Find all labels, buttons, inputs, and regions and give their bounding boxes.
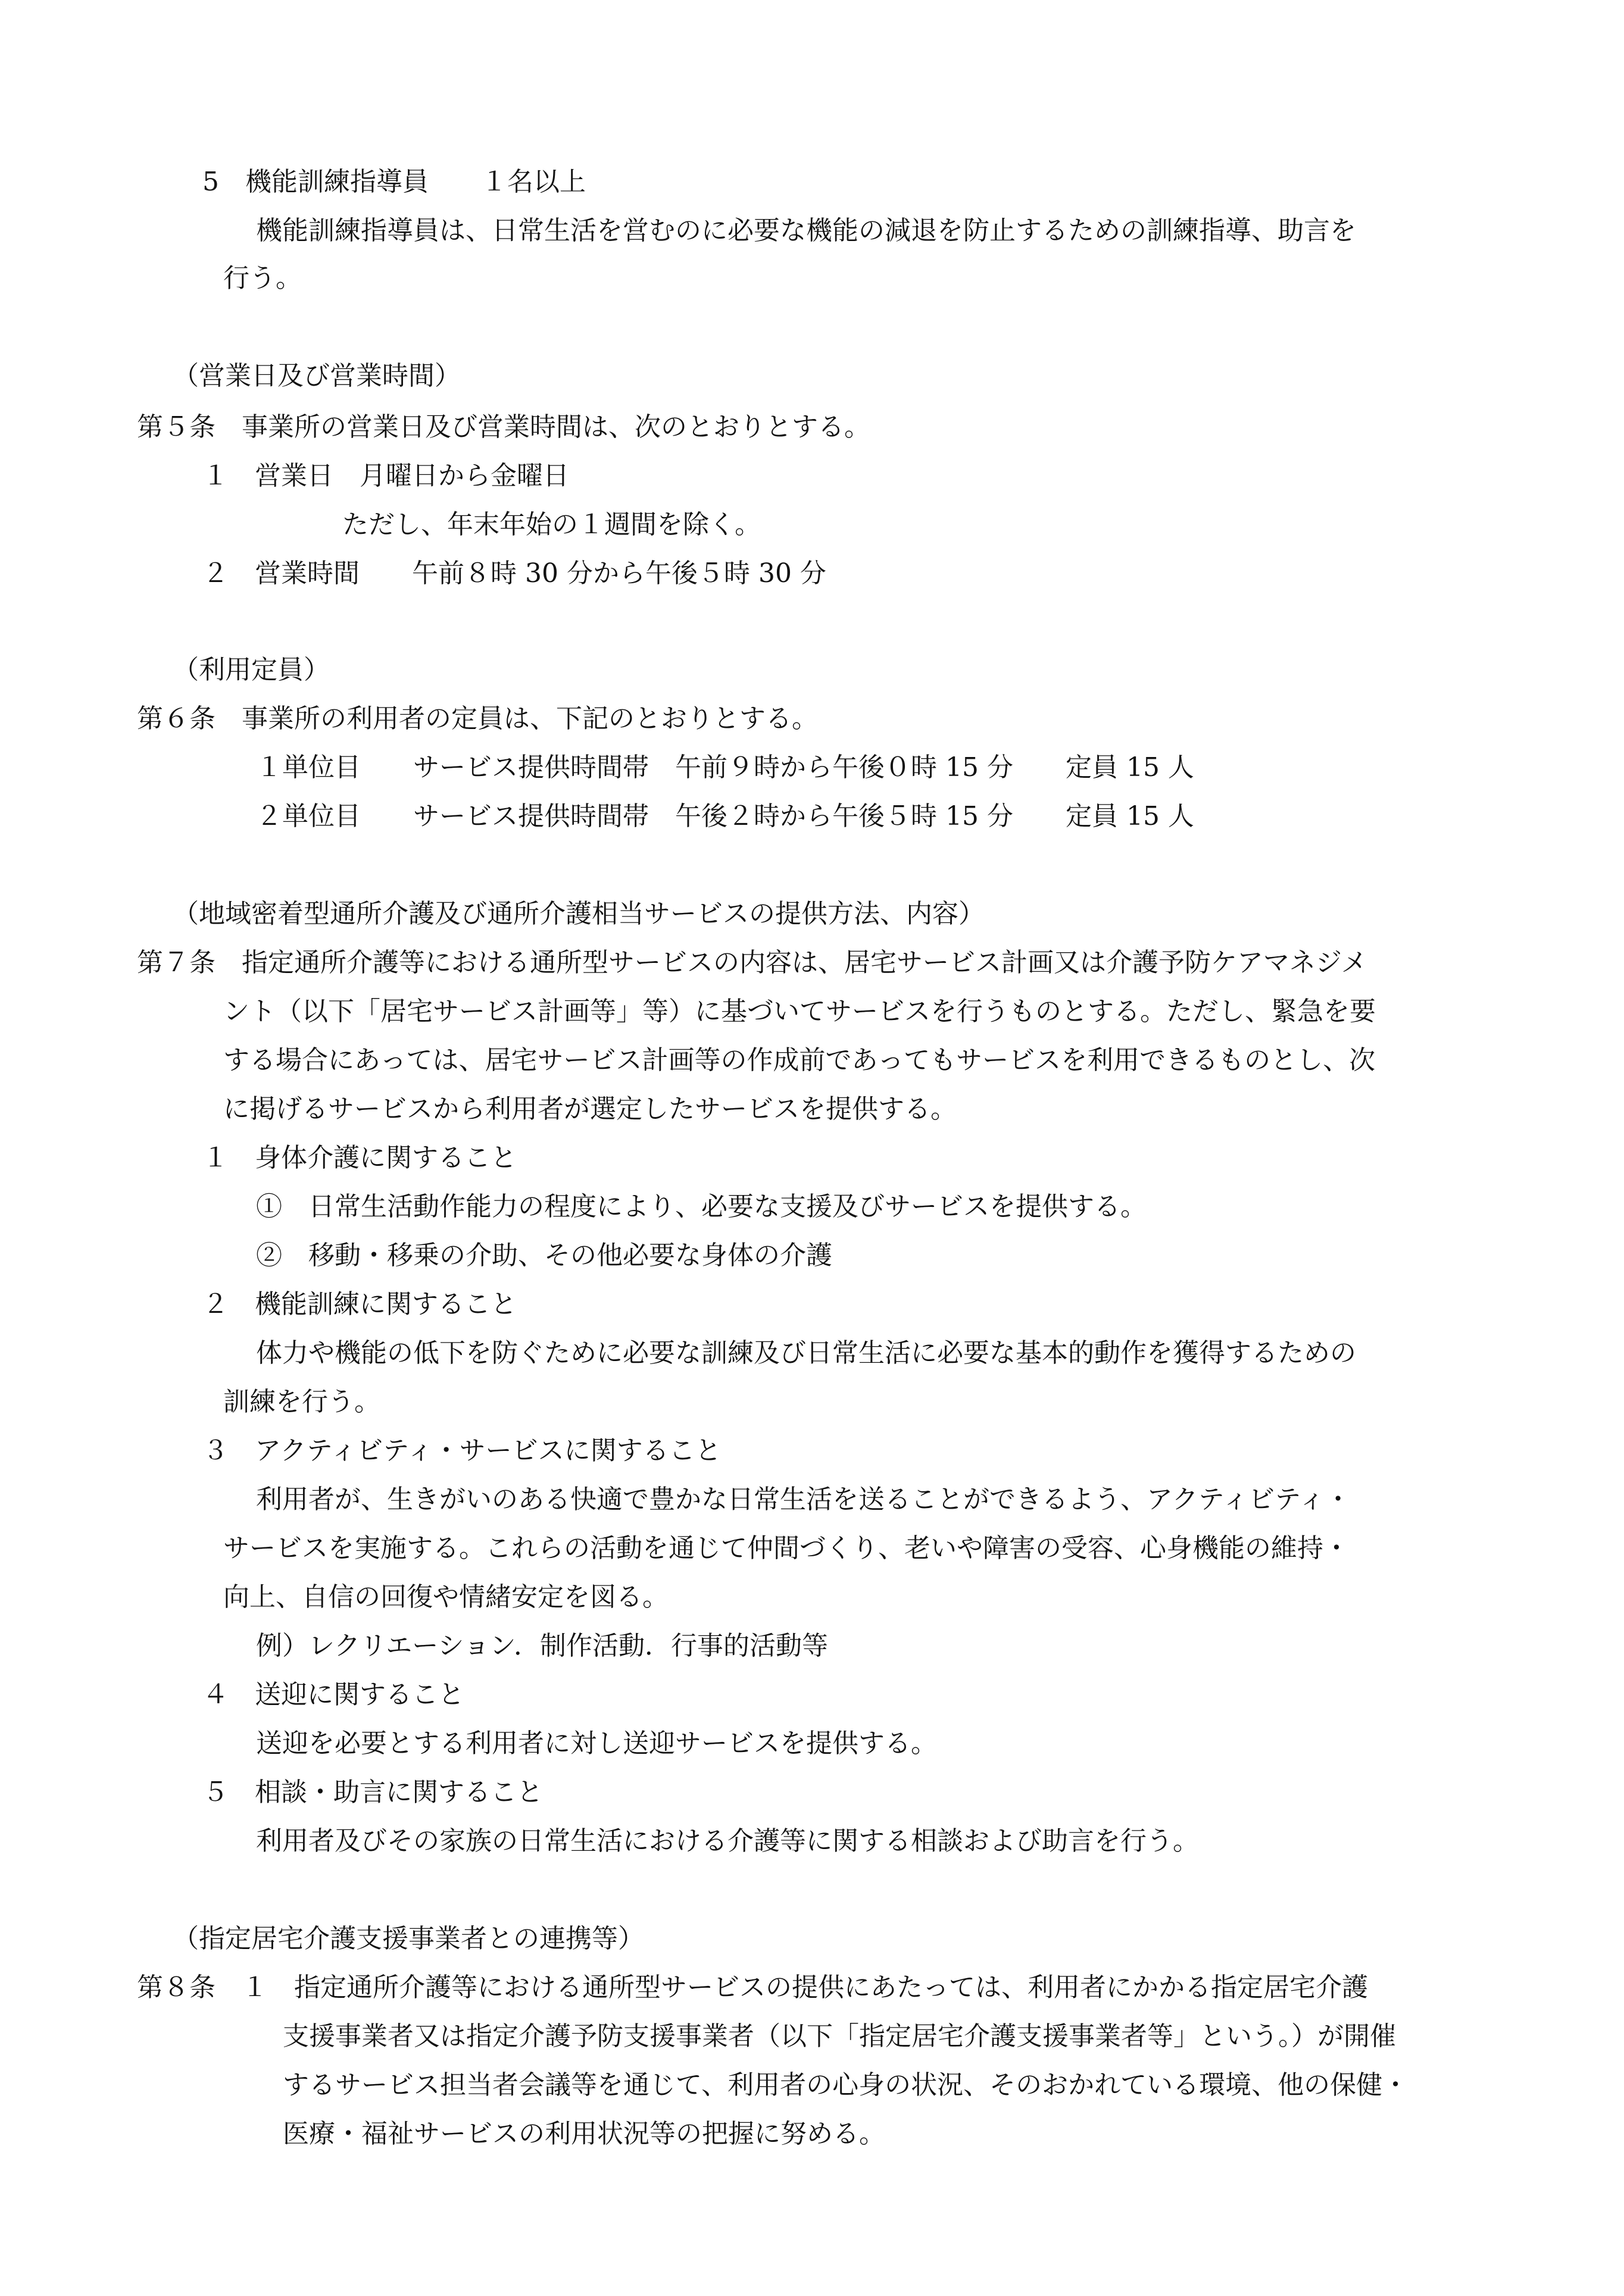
article-7-item-5-line-1: 利用者及びその家族の日常生活における介護等に関する相談および助言を行う。	[256, 1826, 1199, 1856]
article-5-item-1-note: ただし、年末年始の１週間を除く。	[342, 509, 761, 540]
article-7-item-4-line-1: 送迎を必要とする利用者に対し送迎サービスを提供する。	[256, 1728, 937, 1759]
article-7-item-3-line-1: 利用者が、生きがいのある快適で豊かな日常生活を送ることができるよう、アクティビティ・	[256, 1484, 1351, 1515]
article-5-item-2: ２ 営業時間 午前８時 30 分から午後５時 30 分	[202, 558, 826, 589]
article-8-heading: （指定居宅介護支援事業者との連携等）	[173, 1923, 644, 1954]
staff-role-title: 5 機能訓練指導員 １名以上	[202, 167, 586, 197]
article-7-text-line-1: 第７条 指定通所介護等における通所型サービスの内容は、居宅サービス計画又は介護予防ケアマネジメ	[137, 947, 1367, 978]
article-7-item-3-line-3: 向上、自信の回復や情緒安定を図る。	[223, 1582, 669, 1612]
article-7-item-1-b: ② 移動・移乗の介助、その他必要な身体の介護	[256, 1240, 832, 1271]
article-7-item-1: １ 身体介護に関すること	[202, 1143, 517, 1173]
article-7-item-2-line-2: 訓練を行う。	[223, 1387, 380, 1417]
article-7-heading: （地域密着型通所介護及び通所介護相当サービスの提供方法、内容）	[173, 899, 985, 929]
article-7-text-line-3: する場合にあっては、居宅サービス計画等の作成前であってもサービスを利用できるものとし、次	[223, 1045, 1376, 1075]
article-7-text-line-2: ント（以下「居宅サービス計画等」等）に基づいてサービスを行うものとする。ただし、緊急を要	[223, 996, 1376, 1027]
article-7-item-2-line-1: 体力や機能の低下を防ぐために必要な訓練及び日常生活に必要な基本的動作を獲得するための	[256, 1338, 1356, 1368]
article-5-text: 第５条 事業所の営業日及び営業時間は、次のとおりとする。	[137, 412, 870, 442]
staff-role-body-line-2: 行う。	[223, 263, 302, 293]
article-8-text-line-3: するサービス担当者会議等を通じて、利用者の心身の状況、そのおかれている環境、他の保健・	[283, 2070, 1409, 2100]
article-8-text-line-4: 医療・福祉サービスの利用状況等の把握に努める。	[283, 2119, 885, 2149]
capacity-row-1: １単位目 サービス提供時間帯 午前９時から午後０時 15 分 定員 15 人	[256, 752, 1194, 783]
article-8-text-line-1: 第８条 １ 指定通所介護等における通所型サービスの提供にあたっては、利用者にかかる指定居宅介護	[137, 1972, 1368, 2003]
article-8-text-line-2: 支援事業者又は指定介護予防支援事業者（以下「指定居宅介護支援事業者等」という。）が開催	[283, 2021, 1396, 2051]
article-6-text: 第６条 事業所の利用者の定員は、下記のとおりとする。	[137, 703, 818, 734]
article-5-item-1: １ 営業日 月曜日から金曜日	[202, 461, 569, 491]
staff-role-body-line-1: 機能訓練指導員は、日常生活を営むのに必要な機能の減退を防止するための訓練指導、助言を	[256, 215, 1356, 246]
article-7-item-3: ３ アクティビティ・サービスに関すること	[202, 1435, 722, 1466]
article-7-item-4: ４ 送迎に関すること	[202, 1679, 464, 1710]
article-6-heading: （利用定員）	[173, 655, 330, 685]
article-7-text-line-4: に掲げるサービスから利用者が選定したサービスを提供する。	[223, 1094, 957, 1124]
article-7-item-3-example: 例）レクリエーション．制作活動．行事的活動等	[256, 1631, 828, 1661]
article-7-item-2: ２ 機能訓練に関すること	[202, 1289, 517, 1319]
article-7-item-5: ５ 相談・助言に関すること	[202, 1777, 543, 1807]
article-5-heading: （営業日及び営業時間）	[173, 361, 461, 391]
article-7-item-3-line-2: サービスを実施する。これらの活動を通じて仲間づくり、老いや障害の受容、心身機能の維持・	[223, 1533, 1350, 1563]
capacity-row-2: ２単位目 サービス提供時間帯 午後２時から午後５時 15 分 定員 15 人	[256, 801, 1194, 831]
article-7-item-1-a: ① 日常生活動作能力の程度により、必要な支援及びサービスを提供する。	[256, 1191, 1147, 1222]
